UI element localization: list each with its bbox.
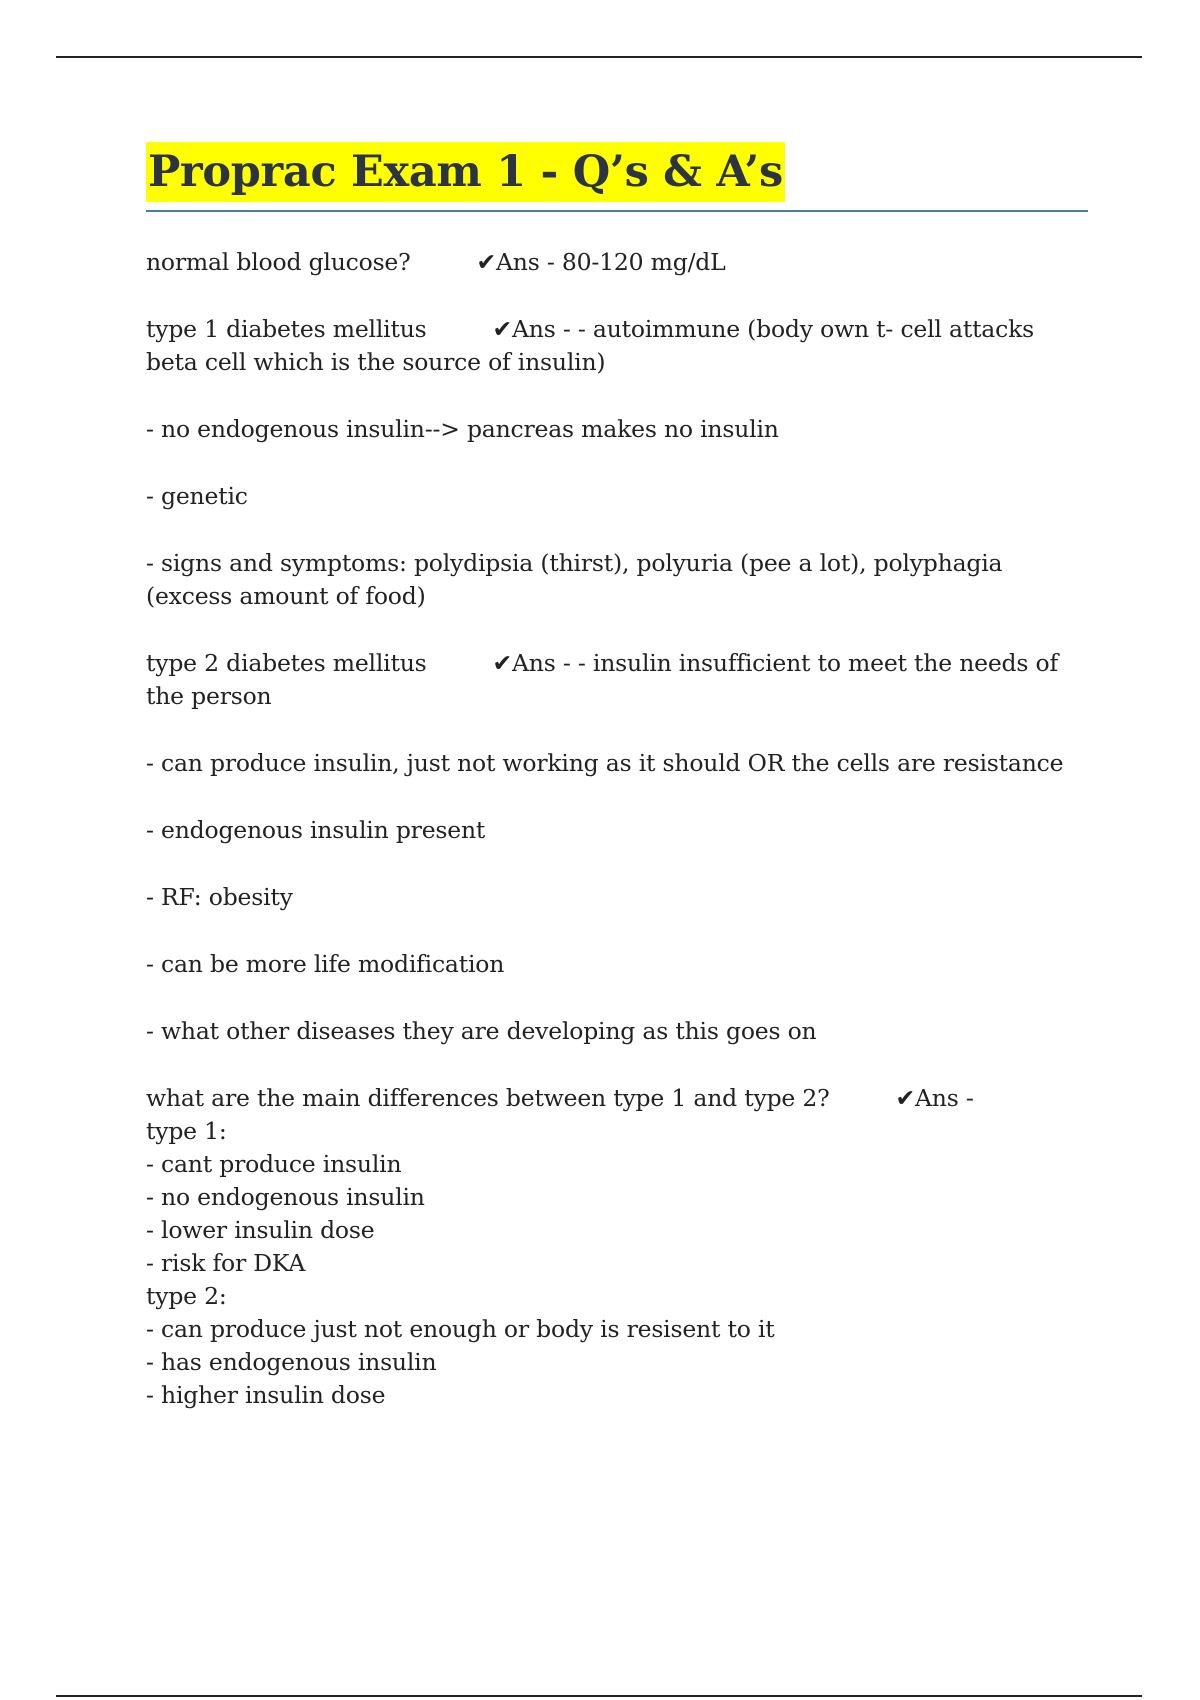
answer-text: - 80-120 mg/dL [539, 248, 726, 276]
bottom-rule [56, 1695, 1142, 1697]
qa-item-1 [146, 246, 1088, 279]
qa-item-4 [146, 1082, 1088, 1115]
answer-paragraph: - endogenous insulin present [146, 816, 486, 844]
answer-text: - [958, 1084, 974, 1112]
answer-paragraph: - signs and symptoms: polydipsia (thirst), polyuria (pee a lot), polyphagia (excess amount of food) [146, 549, 1003, 610]
qa-body [146, 246, 1088, 1412]
answer-line: - no endogenous insulin [146, 1183, 425, 1211]
answer-line: - has endogenous insulin [146, 1348, 437, 1376]
question-text: type 2 diabetes mellitus [146, 649, 427, 677]
answer-paragraph: - can produce insulin, just not working as it should OR the cells are resistance [146, 749, 1064, 777]
document-content [146, 142, 1088, 1412]
question-text: normal blood glucose? [146, 248, 411, 276]
question-text: what are the main differences between type 1 and type 2? [146, 1084, 830, 1112]
answer-line: type 2: [146, 1282, 227, 1310]
document-title: Proprac Exam 1 - Q’s & A’s [146, 142, 785, 202]
title-block [146, 142, 1088, 212]
answer-list [146, 1115, 1088, 1412]
top-rule [56, 56, 1142, 58]
answer-line: type 1: [146, 1117, 227, 1145]
answer-line: - cant produce insulin [146, 1150, 402, 1178]
answer-line: - lower insulin dose [146, 1216, 375, 1244]
qa-item-2 [146, 313, 1088, 379]
answer-text: - - insulin insufficient to meet the needs of the person [146, 649, 1058, 710]
question-text: type 1 diabetes mellitus [146, 315, 427, 343]
answer-label: ✔Ans [492, 649, 556, 677]
answer-line: - can produce just not enough or body is resisent to it [146, 1315, 775, 1343]
answer-paragraph: - genetic [146, 482, 248, 510]
answer-paragraph: - no endogenous insulin--> pancreas makes no insulin [146, 415, 779, 443]
answer-text: - - autoimmune (body own t- cell attacks beta cell which is the source of insulin) [146, 315, 1034, 376]
answer-label: ✔Ans [895, 1084, 959, 1112]
answer-line: - risk for DKA [146, 1249, 306, 1277]
answer-label: ✔Ans [476, 248, 540, 276]
answer-paragraph: - can be more life modification [146, 950, 505, 978]
answer-paragraph: - RF: obesity [146, 883, 293, 911]
answer-label: ✔Ans [492, 315, 556, 343]
qa-item-3 [146, 647, 1088, 713]
answer-line: - higher insulin dose [146, 1381, 386, 1409]
answer-paragraph: - what other diseases they are developing as this goes on [146, 1017, 817, 1045]
